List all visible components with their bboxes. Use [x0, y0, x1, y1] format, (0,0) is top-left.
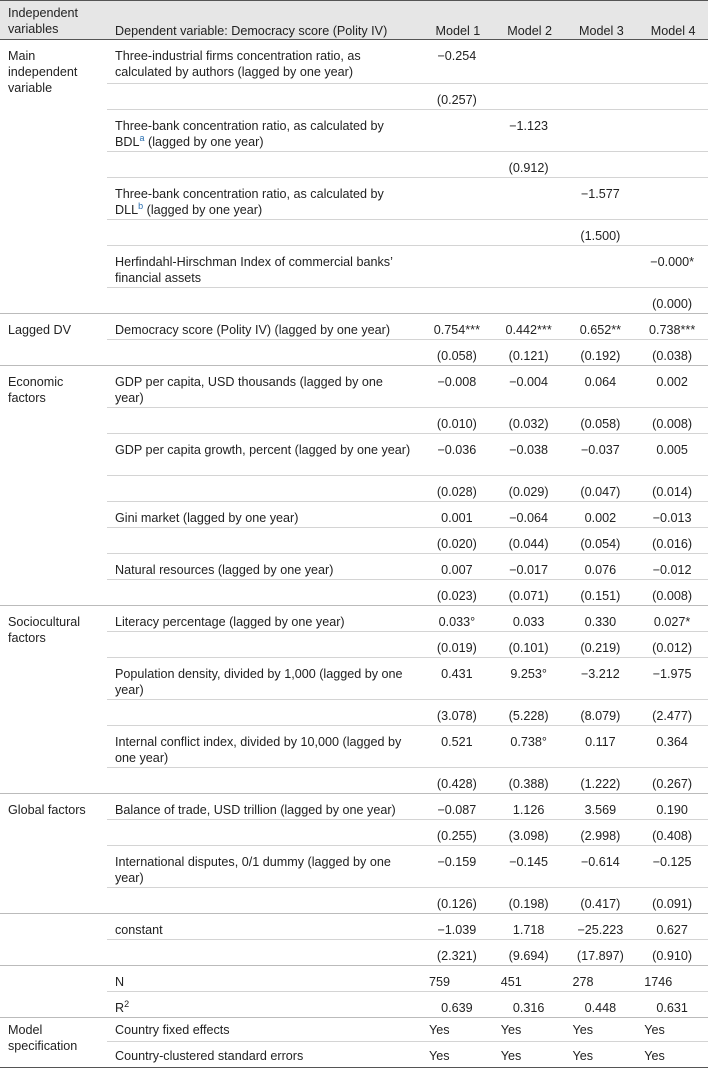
se-cell: (8.079): [580, 709, 621, 723]
value-cell: 0.448: [584, 1001, 617, 1015]
value-cell: 0.033°: [438, 615, 476, 629]
se-cell: (0.198): [508, 897, 549, 911]
se-cell: (0.910): [652, 949, 693, 963]
group-stats: [0, 966, 708, 1018]
se-cell: (0.008): [652, 589, 693, 603]
se-cell: (0.014): [652, 485, 693, 499]
row-label: Literacy percentage (lagged by one year): [115, 615, 345, 629]
row-label: Three-bank concentration ratio, as calculated by BDL$^a$ (lagged by one year): [115, 119, 384, 149]
group-label-spec: Model specification: [8, 1023, 78, 1053]
value-cell: [565, 110, 637, 152]
group-label-global: Global factors: [8, 803, 86, 817]
se-cell: (0.151): [580, 589, 621, 603]
value-cell: [565, 246, 637, 288]
row-label: GDP per capita growth, percent (lagged by one year): [115, 443, 411, 457]
value-cell: 0.431: [441, 667, 473, 681]
group-label-socio: Sociocultural factors: [8, 615, 81, 645]
value-cell: −0.064: [509, 511, 549, 525]
se-cell: (0.016): [652, 537, 693, 551]
value-cell: 0.627: [656, 923, 688, 937]
se-cell: (2.477): [652, 709, 693, 723]
value-cell: 0.316: [512, 1001, 545, 1015]
group-economic: [0, 366, 708, 606]
value-cell: [565, 152, 637, 178]
group-constant: [0, 914, 708, 966]
header-dependent: Dependent variable: Democracy score (Polity IV): [115, 24, 388, 38]
value-cell: 0.033: [512, 615, 545, 629]
se-cell: (3.098): [508, 829, 549, 843]
value-cell: 0.002: [584, 511, 617, 525]
header-model-2: Model 2: [507, 24, 553, 38]
value-cell: −0.004: [509, 375, 549, 389]
value-cell: 1746: [644, 975, 673, 989]
value-cell: [421, 246, 493, 288]
se-cell: (2.998): [580, 829, 621, 843]
value-cell: Yes: [644, 1049, 665, 1063]
coef-cell: −1.123: [509, 119, 549, 133]
value-cell: −0.012: [652, 563, 692, 577]
row-label: Democracy score (Polity IV) (lagged by one year): [115, 323, 391, 337]
group-socio: [0, 606, 708, 794]
value-cell: 0.754***: [433, 323, 480, 337]
value-cell: Yes: [429, 1049, 450, 1063]
row-label: Three-industrial firms concentration ratio, as calculated by authors (lagged by one year): [115, 49, 361, 79]
value-cell: 0.117: [585, 735, 616, 749]
se-cell: (0.192): [580, 349, 621, 363]
value-cell: −0.036: [437, 443, 477, 457]
se-cell: (0.267): [652, 777, 693, 791]
se-cell: (0.012): [652, 641, 693, 655]
se-cell: (1.222): [580, 777, 621, 791]
value-cell: −3.212: [580, 667, 620, 681]
value-cell: [493, 178, 565, 220]
value-cell: −0.159: [437, 855, 477, 869]
value-cell: −0.037: [580, 443, 620, 457]
group-label-economic: Economic factors: [8, 375, 64, 405]
value-cell: −0.125: [652, 855, 692, 869]
se-cell: (0.255): [436, 829, 477, 843]
value-cell: [565, 288, 637, 314]
se-cell: (0.020): [436, 537, 477, 551]
se-cell: (0.019): [436, 641, 477, 655]
value-cell: Yes: [500, 1049, 522, 1063]
value-cell: [493, 84, 565, 110]
value-cell: [565, 40, 637, 84]
value-cell: 3.569: [584, 803, 617, 817]
value-cell: 759: [429, 975, 451, 989]
value-cell: 0.005: [656, 443, 688, 457]
se-cell: (0.071): [508, 589, 549, 603]
value-cell: [493, 220, 565, 246]
row-label: Internal conflict index, divided by 10,000 (lagged by one year): [115, 735, 402, 765]
value-cell: [421, 220, 493, 246]
header-model-1: Model 1: [435, 24, 481, 38]
row-label: GDP per capita, USD thousands (lagged by one year): [115, 375, 383, 405]
row-label: Country fixed effects: [115, 1023, 230, 1037]
value-cell: Yes: [572, 1023, 594, 1037]
value-cell: [636, 220, 708, 246]
row-label: constant: [115, 923, 163, 937]
se-cell: (0.044): [508, 537, 549, 551]
value-cell: −0.145: [509, 855, 549, 869]
value-cell: [421, 288, 493, 314]
value-cell: 0.521: [441, 735, 473, 749]
table-header: [0, 1, 708, 40]
se-cell: (0.121): [508, 349, 549, 363]
se-cell: (0.219): [580, 641, 621, 655]
se-cell: (0.428): [436, 777, 477, 791]
se-cell: (0.032): [508, 417, 549, 431]
value-cell: −0.017: [509, 563, 549, 577]
se-cell: (0.054): [580, 537, 621, 551]
se-cell: (0.038): [652, 349, 693, 363]
coef-cell: −0.000*: [650, 255, 695, 269]
se-cell: (0.101): [508, 641, 549, 655]
group-global: [0, 794, 708, 914]
header-model-4: Model 4: [650, 24, 696, 38]
value-cell: 0.631: [656, 1001, 688, 1015]
value-cell: −0.038: [509, 443, 549, 457]
row-label: Balance of trade, USD trillion (lagged by one year): [115, 803, 396, 817]
se-cell: (0.417): [580, 897, 621, 911]
row-label: Herfindahl-Hirschman Index of commercial banks’ financial assets: [115, 255, 393, 285]
coef-cell: −1.577: [580, 187, 620, 201]
row-label-r2: $R^2$: [115, 998, 130, 1015]
value-cell: [636, 110, 708, 152]
value-cell: 278: [572, 975, 594, 989]
value-cell: 0.007: [441, 563, 473, 577]
value-cell: [636, 84, 708, 110]
value-cell: 0.330: [584, 615, 617, 629]
group-main: [0, 40, 708, 314]
value-cell: Yes: [500, 1023, 522, 1037]
value-cell: 0.442***: [505, 323, 552, 337]
group-lagged: [0, 314, 708, 366]
se-cell: (3.078): [436, 709, 477, 723]
se-cell: (0.008): [652, 417, 693, 431]
value-cell: 0.738°: [510, 735, 547, 749]
se-cell: (0.029): [508, 485, 549, 499]
value-cell: Yes: [429, 1023, 450, 1037]
se-cell: (0.388): [508, 777, 549, 791]
se-cell: (0.023): [436, 589, 477, 603]
value-cell: 0.027*: [653, 615, 691, 629]
se-cell: (2.321): [436, 949, 477, 963]
row-label-n: N: [115, 975, 125, 989]
se-cell: (0.408): [652, 829, 693, 843]
value-cell: 1.718: [512, 923, 545, 937]
value-cell: 9.253°: [510, 667, 547, 681]
row-label: Gini market (lagged by one year): [115, 511, 299, 525]
value-cell: [636, 152, 708, 178]
se-cell: (9.694): [508, 949, 549, 963]
value-cell: −25.223: [577, 923, 624, 937]
value-cell: 0.001: [441, 511, 473, 525]
value-cell: [636, 40, 708, 84]
value-cell: [493, 246, 565, 288]
se-cell: (0.000): [652, 297, 693, 311]
value-cell: [493, 40, 565, 84]
value-cell: [493, 288, 565, 314]
row-label: Natural resources (lagged by one year): [115, 563, 334, 577]
value-cell: 0.076: [584, 563, 617, 577]
header-model-3: Model 3: [578, 24, 624, 38]
se-cell: (0.912): [508, 161, 549, 175]
value-cell: 451: [500, 975, 522, 989]
value-cell: 0.064: [584, 375, 617, 389]
row-label: Population density, divided by 1,000 (lagged by one year): [115, 667, 403, 697]
value-cell: 1.126: [512, 803, 545, 817]
value-cell: Yes: [572, 1049, 594, 1063]
se-cell: (0.047): [580, 485, 621, 499]
se-cell: (0.010): [436, 417, 477, 431]
row-label: Country-clustered standard errors: [115, 1049, 304, 1063]
value-cell: Yes: [644, 1023, 665, 1037]
value-cell: 0.002: [656, 375, 688, 389]
se-cell: (0.028): [436, 485, 477, 499]
se-cell: (1.500): [580, 229, 621, 243]
value-cell: 0.364: [656, 735, 688, 749]
se-cell: (0.091): [652, 897, 693, 911]
se-cell: (0.257): [436, 93, 477, 107]
value-cell: 0.190: [656, 803, 688, 817]
value-cell: [421, 178, 493, 220]
header-independent: Independent variables: [8, 6, 79, 36]
se-cell: (5.228): [508, 709, 549, 723]
value-cell: −0.087: [437, 803, 477, 817]
se-cell: (0.058): [436, 349, 477, 363]
value-cell: [421, 152, 493, 178]
row-label: International disputes, 0/1 dummy (lagged by one year): [115, 855, 391, 885]
value-cell: [565, 84, 637, 110]
group-label-main: Main independent variable: [8, 49, 78, 95]
se-cell: (0.058): [580, 417, 621, 431]
value-cell: 0.652**: [579, 323, 622, 337]
value-cell: −1.039: [437, 923, 477, 937]
value-cell: [421, 110, 493, 152]
row-label: Three-bank concentration ratio, as calculated by DLL$^b$ (lagged by one year): [115, 187, 384, 217]
se-cell: (17.897): [576, 949, 624, 963]
value-cell: −0.013: [652, 511, 692, 525]
value-cell: −0.614: [580, 855, 620, 869]
value-cell: 0.639: [441, 1001, 473, 1015]
group-spec: [0, 1018, 708, 1068]
value-cell: −0.008: [437, 375, 477, 389]
se-cell: (0.126): [436, 897, 477, 911]
group-label-lagged: Lagged DV: [8, 323, 72, 337]
value-cell: 0.738***: [649, 323, 696, 337]
value-cell: −1.975: [652, 667, 692, 681]
value-cell: [636, 178, 708, 220]
coef-cell: −0.254: [437, 49, 477, 63]
